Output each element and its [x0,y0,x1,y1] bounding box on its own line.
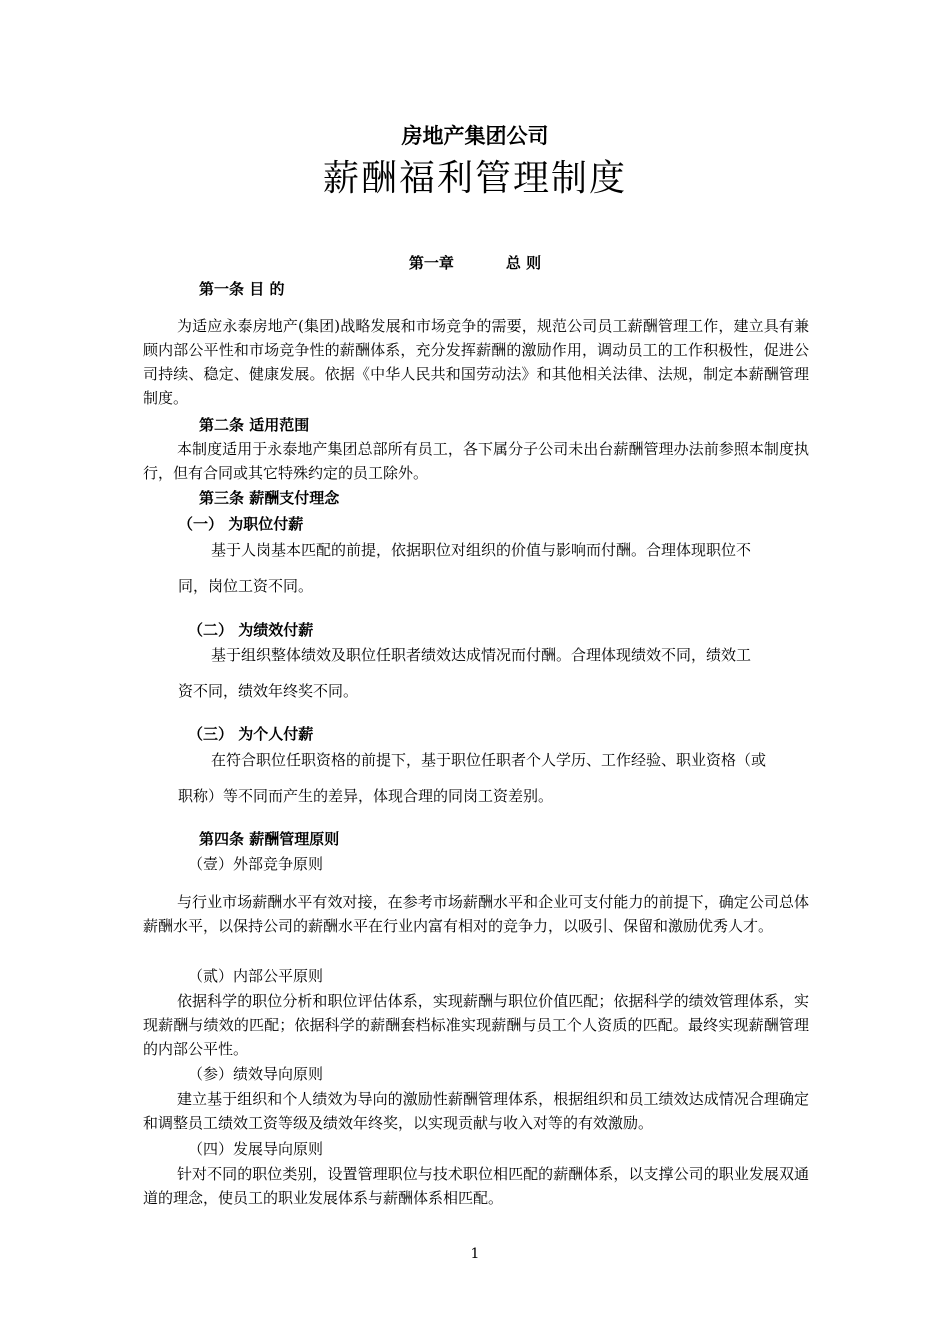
company-name: 房地产集团公司 [401,124,549,148]
article-4-item-2-label: （贰）内部公平原则 [188,967,324,985]
page-number: 1 [470,1246,480,1262]
document-title: 薪酬福利管理制度 [322,158,627,199]
article-2-heading: 第二条 适用范围 [199,416,310,434]
article-1-text: 为适应永泰房地产(集团)战略发展和市场竞争的需要，规范公司员工薪酬管理工作，建立具有兼顾内部公平性和市场竞争性的薪酬体系，充分发挥薪酬的激励作用，调动员工的工作积极性，促进公司持续、稳定、健康发展。依据《中华人民共和国劳动法》和其他相关法律、法规，制定本薪酬管理制度。 [143,317,809,407]
article-4-item-2-text: 依据科学的职位分析和职位评估体系，实现薪酬与职位价值匹配；依据科学的绩效管理体系，实现薪酬与绩效的匹配；依据科学的薪酬套档标准实现薪酬与员工个人资质的匹配。最终实现薪酬管理的内部公平性。 [143,992,809,1058]
article-3-item-2-label: （二） 为绩效付薪 [188,621,314,639]
article-3-item-3-label: （三） 为个人付薪 [188,725,314,743]
article-3-item-1-line-1: 基于人岗基本匹配的前提，依据职位对组织的价值与影响而付酬。合理体现职位不 [211,541,752,559]
article-4-item-3-text: 建立基于组织和个人绩效为导向的激励性薪酬管理体系，根据组织和员工绩效达成情况合理确定和调整员工绩效工资等级及绩效年终奖，以实现贡献与收入对等的有效激励。 [143,1090,809,1132]
article-4-item-4-text: 针对不同的职位类别，设置管理职位与技术职位相匹配的薪酬体系，以支撑公司的职业发展双通道的理念，使员工的职业发展体系与薪酬体系相匹配。 [143,1165,809,1207]
chapter-heading [0,252,950,273]
article-4-item-1-label: （壹）外部竞争原则 [188,855,324,873]
chapter-number: 第一章 [408,254,454,272]
article-4-item-4-label: （四）发展导向原则 [188,1140,324,1158]
article-3-item-2-line-2: 资不同，绩效年终奖不同。 [178,682,359,700]
article-4-item-1-text: 与行业市场薪酬水平有效对接，在参考市场薪酬水平和企业可支付能力的前提下，确定公司总体薪酬水平，以保持公司的薪酬水平在行业内富有相对的竞争力，以吸引、保留和激励优秀人才。 [143,893,809,935]
article-3-item-1-line-2: 同，岗位工资不同。 [178,577,314,595]
article-3-item-1-label: （一） 为职位付薪 [178,515,304,533]
article-3-item-3-line-2: 职称）等不同而产生的差异，体现合理的同岗工资差别。 [178,787,554,805]
article-2-text: 本制度适用于永泰地产集团总部所有员工，各下属分子公司未出台薪酬管理办法前参照本制度执行，但有合同或其它特殊约定的员工除外。 [143,440,809,482]
chapter-name: 总 则 [505,254,542,272]
article-4-heading: 第四条 薪酬管理原则 [199,830,340,848]
article-4-item-3-label: （参）绩效导向原则 [188,1065,324,1083]
article-3-item-3-line-1: 在符合职位任职资格的前提下，基于职位任职者个人学历、工作经验、职业资格（或 [211,751,767,769]
article-3-heading: 第三条 薪酬支付理念 [199,489,340,507]
article-1-heading: 第一条 目 的 [199,280,285,298]
article-3-item-2-line-1: 基于组织整体绩效及职位任职者绩效达成情况而付酬。合理体现绩效不同，绩效工 [211,646,752,664]
